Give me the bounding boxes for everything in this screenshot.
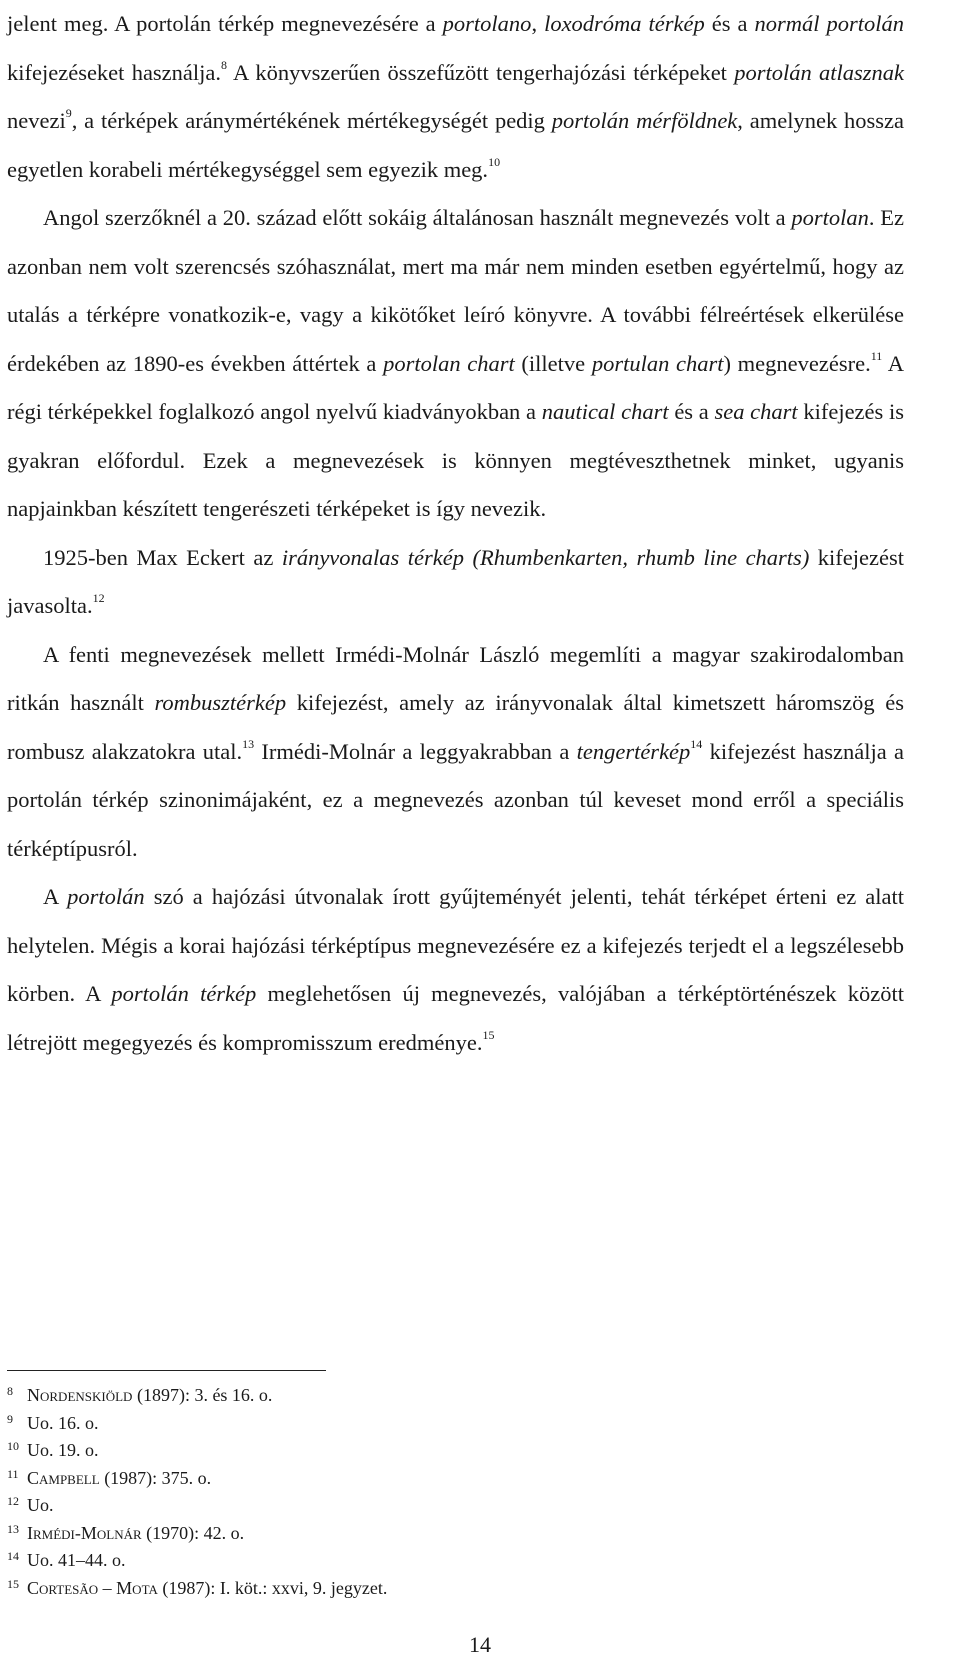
author-name: Irmédi-Molnár (27, 1522, 142, 1543)
text-run: (1987): I. köt.: xxvi, 9. jegyzet. (157, 1577, 388, 1598)
text-run: , amelynek hossza egyetlen korabeli mértékegységgel sem egyezik meg. (7, 108, 904, 182)
text-run: kifejezést javasolta. (7, 544, 904, 618)
italic-term: normál portolán (754, 11, 905, 36)
footnote-number: 15 (7, 1576, 19, 1591)
italic-term: portolán térkép (111, 981, 257, 1006)
footnote-8 (7, 1378, 387, 1406)
text-run: és a (668, 399, 715, 424)
text-run: (1970): 42. o. (141, 1522, 245, 1543)
italic-term: irányvonalas térkép (Rhumbenkarten, rhumb line charts) (281, 544, 810, 570)
footnote-13 (7, 1516, 387, 1544)
italic-term: portolán (67, 884, 145, 909)
text-run: és a (704, 11, 755, 36)
footnote-number: 13 (7, 1521, 19, 1536)
footnote-number: 12 (7, 1494, 19, 1508)
author-name: Nordenskiöld (27, 1385, 133, 1405)
italic-term: portolan chart (383, 350, 515, 376)
text-run: (1987): 375. o. (99, 1467, 212, 1488)
paragraph-2 (7, 194, 904, 534)
text-run: meglehetősen új megnevezés, valójában a térképtörténészek között létrejött megegyezés és kompromisszum eredménye. (7, 981, 904, 1055)
italic-term: portolán atlasznak (734, 59, 904, 85)
footnote-ref: 11 (870, 348, 883, 363)
italic-term: nautical chart (541, 399, 669, 424)
text-run: Irmédi-Molnár a leggyakrabban a (254, 738, 577, 764)
text-run: szó a hajózási útvonalak írott gyűjteményét jelenti, tehát térképet érteni ez alatt helytelen. Mégis a korai hajózási térképtípus megnevezésére ez a kifejezés terjedt el a legszélesebb körben. A (7, 884, 904, 1006)
body-text (7, 0, 904, 1067)
text-run: Uo. 19. o. (27, 1440, 99, 1460)
footnote-number: 11 (7, 1466, 19, 1481)
text-run: kifejezést használja a portolán térkép szinonimájaként, ez a megnevezés azonban túl keveset mond erről a speciális térképtípusról. (7, 738, 905, 861)
text-run: Uo. 41–44. o. (27, 1550, 126, 1570)
text-run: A fenti megnevezések mellett Irmédi-Molnár László megemlíti a magyar szakirodalomban ritkán használt (7, 641, 904, 715)
italic-term: portolano (442, 11, 532, 36)
text-run: , a térképek aránymértékének mértékegységét pedig (71, 108, 552, 133)
page-number: 14 (469, 1632, 491, 1657)
text-run: A könyvszerűen összefűzött tengerhajózási térképeket (227, 59, 735, 85)
text-run: Angol szerzőknél a 20. század előtt sokáig általánosan használt megnevezés volt a (43, 205, 792, 230)
footnote-separator (7, 1370, 326, 1371)
footnote-11 (7, 1461, 387, 1489)
author-name: Cortesão – Mota (27, 1577, 158, 1598)
text-run: . Ez azonban nem volt szerencsés szóhasználat, mert ma már nem minden esetben egyértelmű, hogy az utalás a térképre vonatkozik-e, vagy a kikötőket leíró könyvre. A további félreértések elkerülése érdekében az 1890-es években áttértek a (7, 205, 904, 376)
italic-term: rombusztérkép (154, 690, 287, 715)
italic-term: loxodróma térkép (544, 11, 705, 36)
footnotes (7, 1378, 387, 1598)
footnote-12 (7, 1488, 387, 1516)
text-run: A (43, 884, 68, 909)
footnote-ref: 15 (482, 1027, 495, 1042)
footnote-number: 9 (7, 1411, 13, 1426)
footnote-number: 14 (7, 1549, 19, 1563)
italic-term: sea chart (714, 399, 798, 424)
italic-term: tengertérkép (576, 738, 691, 764)
text-run: nevezi (7, 108, 66, 133)
italic-term: portolan (791, 205, 869, 230)
footnote-number: 8 (7, 1384, 13, 1398)
footnote-15 (7, 1571, 387, 1599)
paragraph-5 (7, 873, 904, 1067)
text-run: jelent meg. A portolán térkép megnevezésére a (7, 11, 443, 36)
paragraph-1 (7, 0, 904, 194)
text-run: A régi térképekkel foglalkozó angol nyelvű kiadványokban a (7, 350, 904, 424)
text-run: (1897): 3. és 16. o. (132, 1385, 273, 1405)
text-run: (illetve (514, 350, 592, 376)
footnote-ref: 10 (488, 154, 501, 169)
footnote-ref: 13 (242, 736, 255, 751)
text-run: Uo. 16. o. (27, 1412, 99, 1433)
footnote-ref: 9 (65, 106, 72, 120)
text-run: kifejezés is gyakran előfordul. Ezek a megnevezések is könnyen megtéveszthetnek minket, ugyanis napjainkban készített tengerészeti térképeket is így nevezik. (7, 399, 904, 521)
text-run: ) megnevezésre. (723, 350, 871, 376)
footnote-ref: 8 (221, 57, 228, 72)
footnote-ref: 12 (92, 591, 105, 605)
footnote-9 (7, 1406, 387, 1434)
footnote-10 (7, 1433, 387, 1461)
page (7, 0, 904, 1067)
paragraph-3 (7, 534, 904, 631)
footnote-number: 10 (7, 1439, 19, 1453)
footnote-14 (7, 1543, 387, 1571)
text-run: kifejezéseket használja. (7, 59, 222, 85)
text-run: 1925-ben Max Eckert az (43, 544, 282, 570)
author-name: Campbell (27, 1467, 100, 1488)
text-run: Uo. (27, 1495, 54, 1515)
text-run: kifejezést, amely az irányvonalak által kimetszett háromszög és rombusz alakzatokra utal. (7, 690, 904, 764)
paragraph-4 (7, 631, 904, 874)
footnote-ref: 14 (690, 736, 703, 751)
italic-term: portolán mérföldnek (551, 108, 738, 133)
italic-term: portulan chart (591, 350, 724, 376)
text-run: , (531, 11, 545, 36)
